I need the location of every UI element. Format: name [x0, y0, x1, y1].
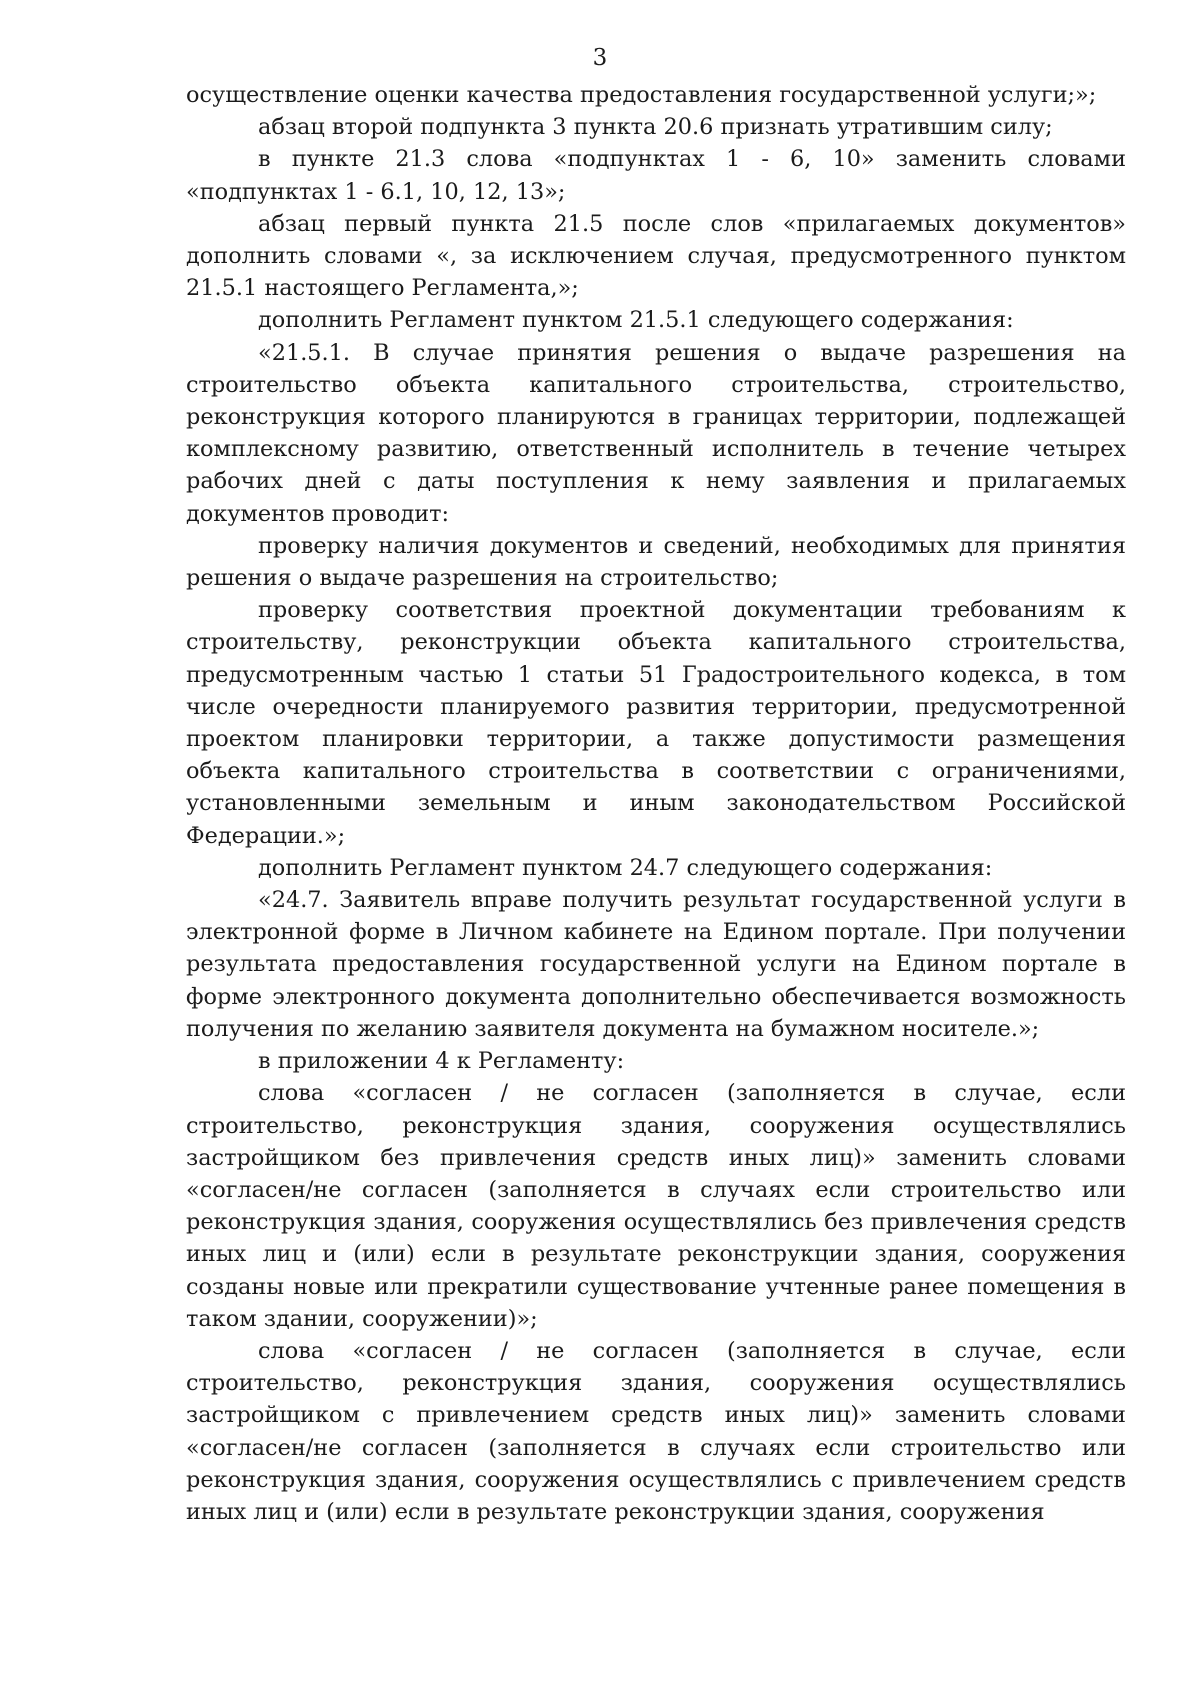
page-number: 3 — [592, 45, 608, 71]
paragraph: абзац первый пункта 21.5 после слов «прилагаемых документов» дополнить словами «, за исключением случая, предусмотренного пунктом 21.5.1 настоящего Регламента,»; — [186, 210, 1126, 302]
paragraph: абзац второй подпункта 3 пункта 20.6 признать утратившим силу; — [258, 114, 1053, 141]
paragraph: дополнить Регламент пунктом 24.7 следующего содержания: — [258, 854, 993, 881]
paragraph: дополнить Регламент пунктом 21.5.1 следующего содержания: — [258, 307, 1014, 334]
paragraph: «21.5.1. В случае принятия решения о выдаче разрешения на строительство объекта капитального строительства, строительство, реконструкция которого планируются в границах территории, подлежащей комплексному развитию, ответственный исполнитель в течение четырех рабочих дней с даты поступления к нему заявления и прилагаемых документов проводит: — [186, 339, 1126, 527]
paragraph: проверку наличия документов и сведений, необходимых для принятия решения о выдаче разрешения на строительство; — [186, 532, 1126, 592]
paragraph: осуществление оценки качества предоставления государственной услуги;»; — [186, 82, 1097, 108]
document-body — [186, 79, 1126, 1528]
paragraph: в пункте 21.3 слова «подпунктах 1 - 6, 10» заменить словами «подпунктах 1 - 6.1, 10, 12, 13»; — [186, 146, 1126, 205]
paragraph: слова «согласен / не согласен (заполняется в случае, если строительство, реконструкция здания, сооружения осуществлялись застройщиком с привлечением средств иных лиц)» заменить словами «согласен/не согласен (заполняется в случаях если строительство или реконструкция здания, сооружения осуществлялись с привлечением средств иных лиц и (или) если в результате реконструкции здания, сооружения — [186, 1337, 1126, 1525]
paragraph: проверку соответствия проектной документации требованиям к строительству, реконструкции объекта капитального строительства, предусмотренным частью 1 статьи 51 Градостроительного кодекса, в том числе очередности планируемого развития территории, предусмотренной проектом планировки территории, а также допустимости размещения объекта капитального строительства в соответствии с ограничениями, установленными земельным и иным законодательством Российской Федерации.»; — [186, 597, 1126, 849]
paragraph: «24.7. Заявитель вправе получить результат государственной услуги в электронной форме в Личном кабинете на Едином портале. При получении результата предоставления государственной услуги на Едином портале в форме электронного документа дополнительно обеспечивается возможность получения по желанию заявителя документа на бумажном носителе.»; — [186, 887, 1126, 1042]
paragraph: слова «согласен / не согласен (заполняется в случае, если строительство, реконструкция здания, сооружения осуществлялись застройщиком без привлечения средств иных лиц)» заменить словами «согласен/не согласен (заполняется в случаях если строительство или реконструкция здания, сооружения осуществлялись без привлечения средств иных лиц и (или) если в результате реконструкции здания, сооружения созданы новые или прекратили существование учтенные ранее помещения в таком здании, сооружении)»; — [186, 1080, 1126, 1332]
paragraph: в приложении 4 к Регламенту: — [258, 1048, 625, 1075]
